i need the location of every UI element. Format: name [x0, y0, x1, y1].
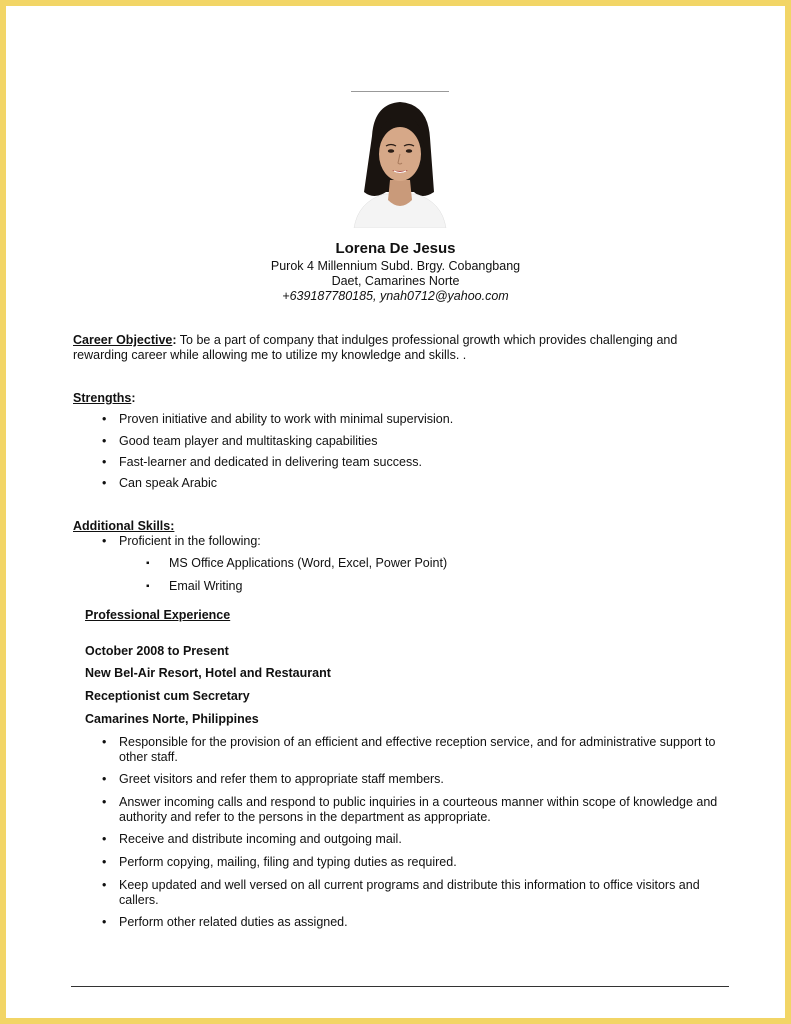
objective-text: To be a part of company that indulges professional growth which provides challenging and rewarding career while allowing me to utilize my knowledge and skills. . [73, 333, 678, 362]
bullet-icon: • [102, 735, 107, 749]
duty-text: Keep updated and well versed on all current programs and distribute this information to office visitors and callers. [119, 878, 700, 907]
job-location: Camarines Norte, Philippines [85, 712, 259, 726]
bullet-icon: • [102, 534, 107, 548]
strength-item [102, 455, 422, 470]
duty-item [102, 878, 729, 908]
strength-item [102, 434, 378, 449]
duty-text: Answer incoming calls and respond to public inquiries in a courteous manner within scope of knowledge and authority and refer to the persons in the department as appropriate. [119, 795, 718, 824]
bullet-icon: • [102, 412, 107, 426]
duty-text: Receive and distribute incoming and outgoing mail. [119, 832, 402, 846]
duty-text: Greet visitors and refer them to appropriate staff members. [119, 772, 444, 786]
career-objective [73, 333, 723, 363]
strength-text: Can speak Arabic [119, 476, 217, 490]
bullet-icon: • [102, 832, 107, 846]
strengths-colon: : [131, 391, 136, 405]
experience-heading: Professional Experience [85, 608, 231, 622]
skills-intro-item [102, 534, 261, 549]
strength-item [102, 476, 217, 491]
duty-item [102, 795, 729, 825]
address-line-1: Purok 4 Millennium Subd. Brgy. Cobangbang [270, 259, 521, 273]
duty-item [102, 735, 729, 765]
bullet-icon: • [102, 455, 107, 469]
strength-text: Good team player and multitasking capabilities [119, 434, 378, 448]
bullet-icon: • [102, 855, 107, 869]
bullet-icon: • [102, 795, 107, 809]
duty-text: Perform other related duties as assigned. [119, 915, 348, 929]
skill-subitem [146, 579, 243, 594]
job-period: October 2008 to Present [85, 644, 229, 658]
bullet-icon: • [102, 476, 107, 490]
profile-photo [344, 96, 456, 228]
strength-text: Fast-learner and dedicated in delivering team success. [119, 455, 422, 469]
duty-item [102, 832, 729, 847]
bullet-icon: • [102, 772, 107, 786]
bullet-icon: • [102, 915, 107, 929]
contact-info: +639187780185, ynah0712@yahoo.com [282, 289, 509, 303]
job-company: New Bel-Air Resort, Hotel and Restaurant [85, 666, 331, 680]
square-bullet-icon: ▪ [146, 558, 150, 569]
skill-subitem-text: MS Office Applications (Word, Excel, Power Point) [169, 556, 448, 570]
address-line-2: Daet, Camarines Norte [331, 274, 460, 288]
strength-text: Proven initiative and ability to work with minimal supervision. [119, 412, 454, 426]
bullet-icon: • [102, 878, 107, 892]
duty-item [102, 855, 729, 870]
top-divider [351, 91, 449, 92]
skills-intro-text: Proficient in the following: [119, 534, 261, 548]
strengths-heading-wrap [73, 391, 136, 406]
footer-divider [71, 986, 729, 987]
objective-colon: : [172, 333, 177, 347]
applicant-name: Lorena De Jesus [335, 240, 456, 257]
strengths-heading: Strengths [73, 391, 132, 405]
duty-item [102, 772, 729, 787]
skill-subitem [146, 556, 448, 571]
skill-subitem-text: Email Writing [169, 579, 243, 593]
square-bullet-icon: ▪ [146, 581, 150, 592]
duty-text: Responsible for the provision of an efficient and effective reception service, and for administrative support to other staff. [119, 735, 716, 764]
job-position: Receptionist cum Secretary [85, 689, 250, 703]
duty-text: Perform copying, mailing, filing and typing duties as required. [119, 855, 457, 869]
bullet-icon: • [102, 434, 107, 448]
objective-label: Career Objective [73, 333, 173, 347]
strength-item [102, 412, 454, 427]
duty-item [102, 915, 729, 930]
skills-heading: Additional Skills: [73, 519, 175, 533]
